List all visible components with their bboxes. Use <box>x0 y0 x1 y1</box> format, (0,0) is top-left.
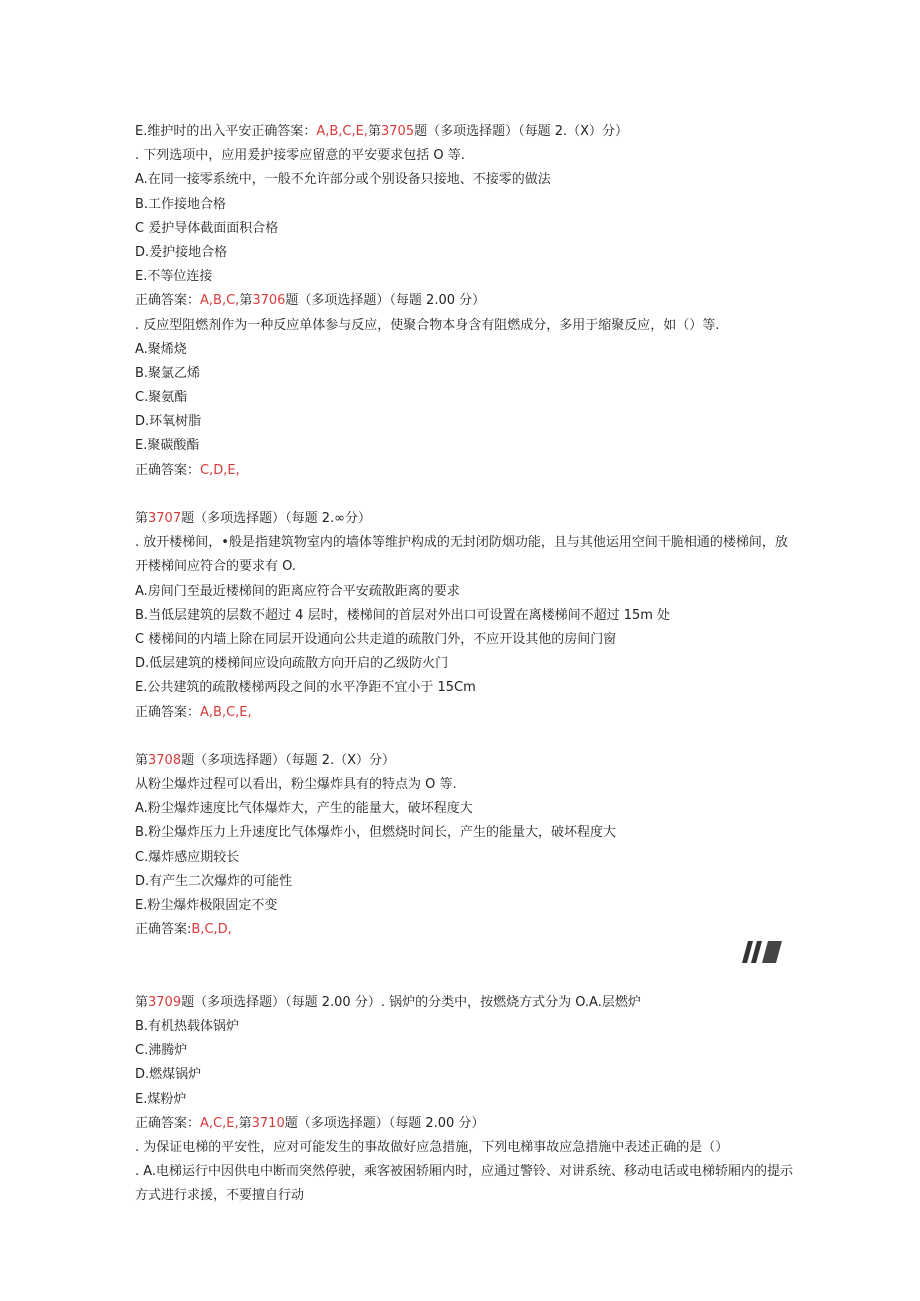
q3708-option-c: C.爆炸感应期较长 <box>135 849 240 865</box>
q3705-option-d: D.爰护接地合格 <box>135 244 228 260</box>
q3708-answer-label: 正确答案: <box>135 922 192 938</box>
q3705-option-a: A.在同一接零系统中，一般不允许部分或个别设备只接地、不接零的做法 <box>135 172 551 188</box>
decorative-slash-mark <box>742 941 782 963</box>
q3709-option-e: E.煤粉炉 <box>135 1091 187 1107</box>
q3706-option-d: D.环氧树脂 <box>135 414 202 430</box>
q3710-meta: 题（多项选择题）（每题 2.00 分） <box>284 1115 485 1131</box>
q3706-answer: C,D,E, <box>200 462 240 478</box>
q3706-number: 3706 <box>252 293 286 309</box>
q3709-option-b: B.有机热载体锅炉 <box>135 1018 240 1034</box>
q3705-answer-label: 正确答案： <box>135 293 201 309</box>
q3708-meta: 题（多项选择题）（每题 2.（X）分） <box>181 752 396 768</box>
q3707-prefix: 第 <box>135 511 149 526</box>
q3706-question: . 反应型阻燃剂作为一种反应单体参与反应，使聚合物本身含有阻燃成分，多用于缩聚反应，如（）等. <box>135 317 720 333</box>
q3705-meta: 题（多项选择题）（每题 2.（X）分） <box>414 124 629 139</box>
q3706-option-a: A.聚烯烧 <box>135 341 187 357</box>
q3707-number: 3707 <box>148 511 182 526</box>
q3709-header-line <box>135 991 795 1015</box>
q3707-answer-line <box>135 701 795 725</box>
q3706-prefix: 第 <box>239 293 253 309</box>
q3709-option-d: D.燃煤锅炉 <box>135 1067 202 1083</box>
q3710-question: . 为保证电梯的平安性，应对可能发生的事故做好应急措施，下列电梯事故应急措施中表述正确的是（） <box>135 1139 729 1155</box>
q3708-option-d: D.有产生二次爆炸的可能性 <box>135 873 293 889</box>
spacer <box>135 483 795 507</box>
q3708-number: 3708 <box>148 752 182 768</box>
q3709-prefix: 第 <box>135 994 149 1010</box>
spacer <box>135 725 795 749</box>
q3708-answer: B,C,D, <box>191 922 232 938</box>
q3707-answer: A,B,C,E, <box>200 704 252 720</box>
q3707-meta: 题（多项选择题）（每题 2.∞分） <box>181 511 371 526</box>
q3708-prefix: 第 <box>135 752 149 768</box>
q3706-header-line <box>135 289 795 313</box>
q3709-option-c: C.沸腾炉 <box>135 1043 188 1059</box>
q3708-answer-line <box>135 918 795 942</box>
q3709-answer: A,C,E, <box>200 1115 239 1131</box>
q3705-question: . 下列选项中，应用爰护接零应留意的平安要求包括 O 等. <box>135 148 465 164</box>
q3707-answer-label: 正确答案： <box>135 704 201 720</box>
q3708-option-a: A.粉尘爆炸速度比气体爆炸大，产生的能量大，破坏程度大 <box>135 801 473 817</box>
q3704-option-e: E.维护时的出入平安正确答案： <box>135 124 317 139</box>
q3708-option-b: B.粉尘爆炸压力上升速度比气体爆炸小，但燃烧时间长，产生的能量大，破坏程度大 <box>135 825 617 841</box>
q3706-option-c: C.聚氨酯 <box>135 390 188 406</box>
q3706-option-e: E.聚碳酸酯 <box>135 438 200 454</box>
q3706-answer-line <box>135 459 795 483</box>
q3710-prefix: 第 <box>238 1115 252 1131</box>
q3707-header-line <box>135 507 795 531</box>
q3705-answer: A,B,C, <box>200 293 240 309</box>
q3707-question: . 放开楼梯间，•般是指建筑物室内的墙体等维护构成的无封闭防烟功能，且与其他运用空间干脆相通的楼梯间，放开楼梯间应符合的要求有 O. <box>135 535 788 575</box>
q3707-option-b: B.当低层建筑的层数不超过 4 层时，楼梯间的首层对外出口可设置在离楼梯间不超过 15m 处 <box>135 607 671 623</box>
q3708-question: 从粉尘爆炸过程可以看出，粉尘爆炸具有的特点为 O 等. <box>135 777 457 793</box>
q3704-answer: A,B,C,E, <box>316 124 368 139</box>
q3707-option-e: E.公共建筑的疏散楼梯两段之间的水平净距不宜小于 15Cm <box>135 680 476 696</box>
q3706-option-b: B.聚氯乙烯 <box>135 365 201 381</box>
q3706-meta: 题（多项选择题）（每题 2.00 分） <box>285 293 486 309</box>
q3705-prefix: 第 <box>368 124 382 139</box>
q3705-option-c: C 爰护导体截面面积合格 <box>135 220 279 236</box>
q3705-number: 3705 <box>381 124 415 139</box>
q3710-option-a: . A.电梯运行中因供电中断而突然停驶，乘客被困轿厢内时，应通过警铃、对讲系统、移动电话或电梯轿厢内的提示方式进行求援，不要擅自行动 <box>135 1164 794 1204</box>
q3707-option-c: C 楼梯间的内墙上除在同层开设通向公共走道的疏散门外，不应开设其他的房间门窗 <box>135 631 617 647</box>
q3709-meta: 题（多项选择题）（每题 2.00 分）. 锅炉的分类中，按燃烧方式分为 O.A.层燃炉 <box>181 994 641 1010</box>
document-page <box>135 120 795 1209</box>
q3709-number: 3709 <box>148 994 182 1010</box>
q3705-option-b: B.工作接地合格 <box>135 196 227 212</box>
q3705-header-line <box>135 120 795 144</box>
q3708-header-line <box>135 749 795 773</box>
q3710-number: 3710 <box>251 1115 285 1131</box>
q3708-option-e: E.粉尘爆炸极限固定不变 <box>135 898 278 914</box>
q3706-answer-label: 正确答案： <box>135 462 201 478</box>
q3707-option-d: D.低层建筑的楼梯间应设向疏散方向开启的乙级防火门 <box>135 656 449 672</box>
q3710-header-line <box>135 1112 795 1136</box>
spacer <box>135 967 795 991</box>
q3705-option-e: E.不等位连接 <box>135 269 213 285</box>
q3707-option-a: A.房间门至最近楼梯间的距离应符合平安疏散距离的要求 <box>135 583 460 599</box>
spacer <box>135 942 795 966</box>
q3709-answer-label: 正确答案： <box>135 1115 201 1131</box>
